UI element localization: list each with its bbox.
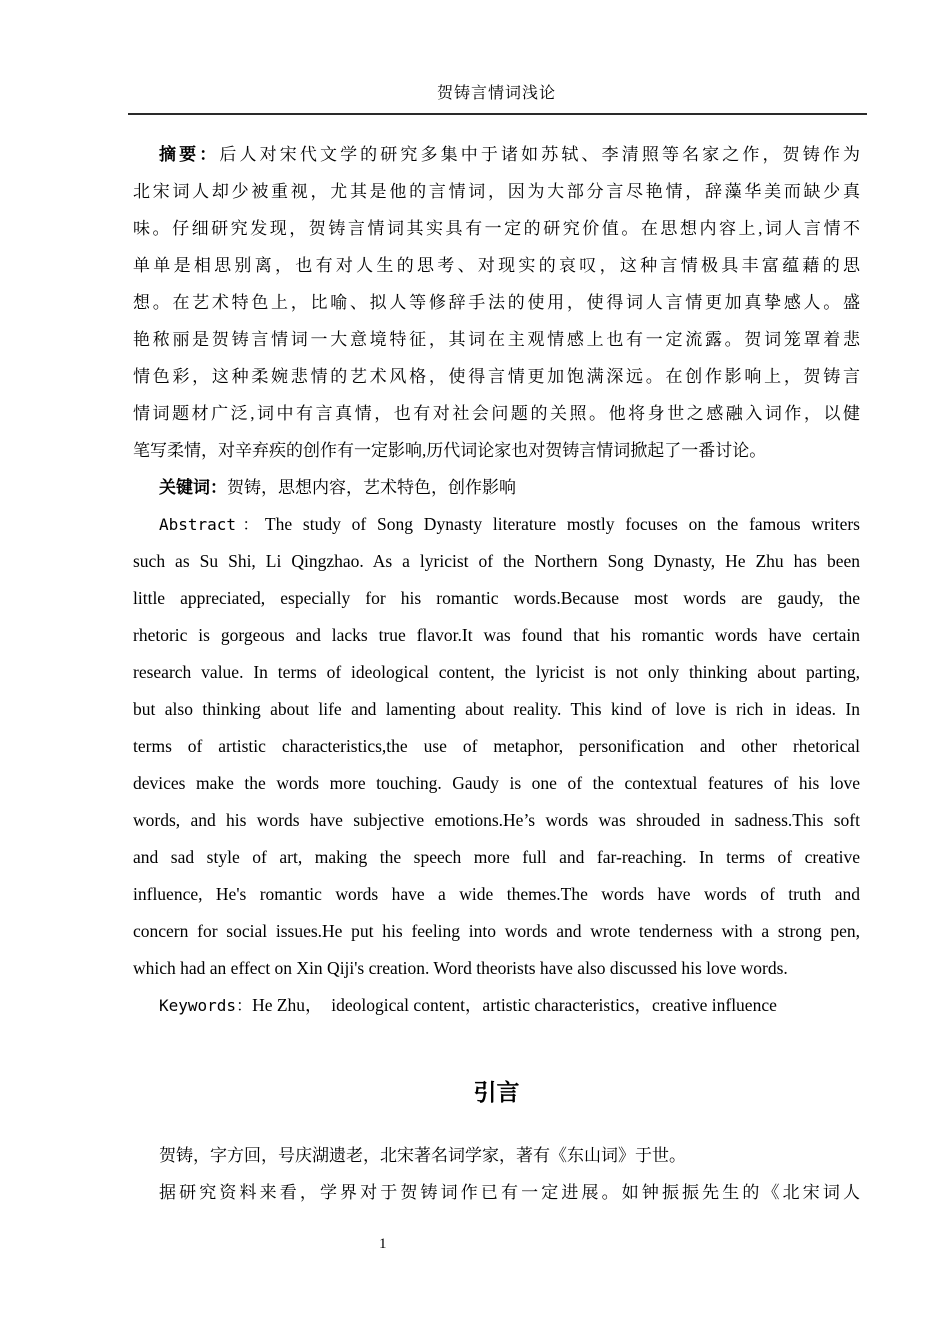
abstract-en-line: little appreciated, especially for his romantic words.Because most words are gaudy, the — [133, 588, 860, 608]
abstract-cn-text: 后人对宋代文学的研究多集中于诸如苏轼、李清照等名家之作，贺铸作为 — [219, 145, 861, 164]
introduction-paragraph: 据研究资料来看，学界对于贺铸词作已有一定进展。如钟振振先生的《北宋词人 — [159, 1183, 860, 1202]
abstract-cn-line: 笔写柔情，对辛弃疾的创作有一定影响,历代词论家也对贺铸言情词掀起了一番讨论。 — [133, 441, 767, 460]
abstract-en-line: devices make the words more touching. Gaudy is one of the contextual features of his love — [133, 773, 860, 793]
abstract-cn-label: 摘要： — [159, 145, 220, 164]
abstract-en-line: influence, He's romantic words have a wide themes.The words have words of truth and — [133, 884, 860, 904]
abstract-cn-line: 北宋词人却少被重视，尤其是他的言情词，因为大部分言尽艳情，辞藻华美而缺少真 — [133, 182, 860, 201]
body-text — [133, 136, 860, 1024]
abstract-en-line — [133, 506, 860, 543]
abstract-cn-line: 情色彩，这种柔婉悲情的艺术风格，使得言情更加饱满深远。在创作影响上，贺铸言 — [133, 367, 860, 386]
abstract-en-line: and sad style of art, making the speech more full and far-reaching. In terms of creative — [133, 847, 860, 867]
abstract-en-line: which had an effect on Xin Qiji's creation. Word theorists have also discussed his love words. — [133, 958, 788, 978]
abstract-en-line: terms of artistic characteristics,the use of metaphor, personification and other rhetorical — [133, 736, 860, 756]
page-number: 1 — [379, 1236, 387, 1252]
keywords-en-label: Keywords： — [159, 996, 253, 1015]
keywords-en-line — [133, 987, 860, 1024]
abstract-en-line: concern for social issues.He put his feeling into words and wrote tenderness with a strong pen, — [133, 921, 860, 941]
abstract-cn-line: 情词题材广泛,词中有言真情，也有对社会问题的关照。他将身世之感融入词作，以健 — [133, 404, 860, 423]
introduction-heading: 引言 — [473, 1079, 520, 1105]
abstract-en-line: but also thinking about life and lamenting about reality. This kind of love is rich in ideas. In — [133, 699, 860, 719]
introduction-body — [133, 1137, 860, 1211]
keywords-en-text: He Zhu， ideological content，artistic characteristics，creative influence — [252, 995, 777, 1015]
abstract-en-line: words, and his words have subjective emotions.He’s words was shrouded in sadness.This soft — [133, 810, 860, 830]
keywords-cn-label: 关键词： — [159, 478, 227, 497]
abstract-en-text: The study of Song Dynasty literature mostly focuses on the famous writers — [264, 514, 860, 534]
introduction-paragraph: 贺铸，字方回，号庆湖遗老，北宋著名词学家，著有《东山词》于世。 — [159, 1146, 686, 1165]
abstract-cn-line — [133, 136, 860, 173]
keywords-cn-line — [133, 469, 860, 506]
header-divider — [128, 113, 867, 115]
abstract-cn-line: 味。仔细研究发现，贺铸言情词其实具有一定的研究价值。在思想内容上,词人言情不 — [133, 219, 860, 238]
abstract-en-line: research value. In terms of ideological content, the lyricist is not only thinking about parting, — [133, 662, 860, 682]
keywords-cn-text: 贺铸，思想内容，艺术特色，创作影响 — [227, 478, 516, 497]
abstract-en-label: Abstract： — [159, 515, 265, 534]
abstract-en-line: such as Su Shi, Li Qingzhao. As a lyricist of the Northern Song Dynasty, He Zhu has been — [133, 551, 860, 571]
abstract-cn-line: 想。在艺术特色上，比喻、拟人等修辞手法的使用，使得词人言情更加真挚感人。盛 — [133, 293, 860, 312]
abstract-cn-line: 单单是相思别离，也有对人生的思考、对现实的哀叹，这种言情极具丰富蕴藉的思 — [133, 256, 860, 275]
page-title: 贺铸言情词浅论 — [436, 85, 556, 102]
abstract-en-line: rhetoric is gorgeous and lacks true flavor.It was found that his romantic words have certain — [133, 625, 860, 645]
abstract-cn-line: 艳秾丽是贺铸言情词一大意境特征，其词在主观情感上也有一定流露。贺词笼罩着悲 — [133, 330, 860, 349]
